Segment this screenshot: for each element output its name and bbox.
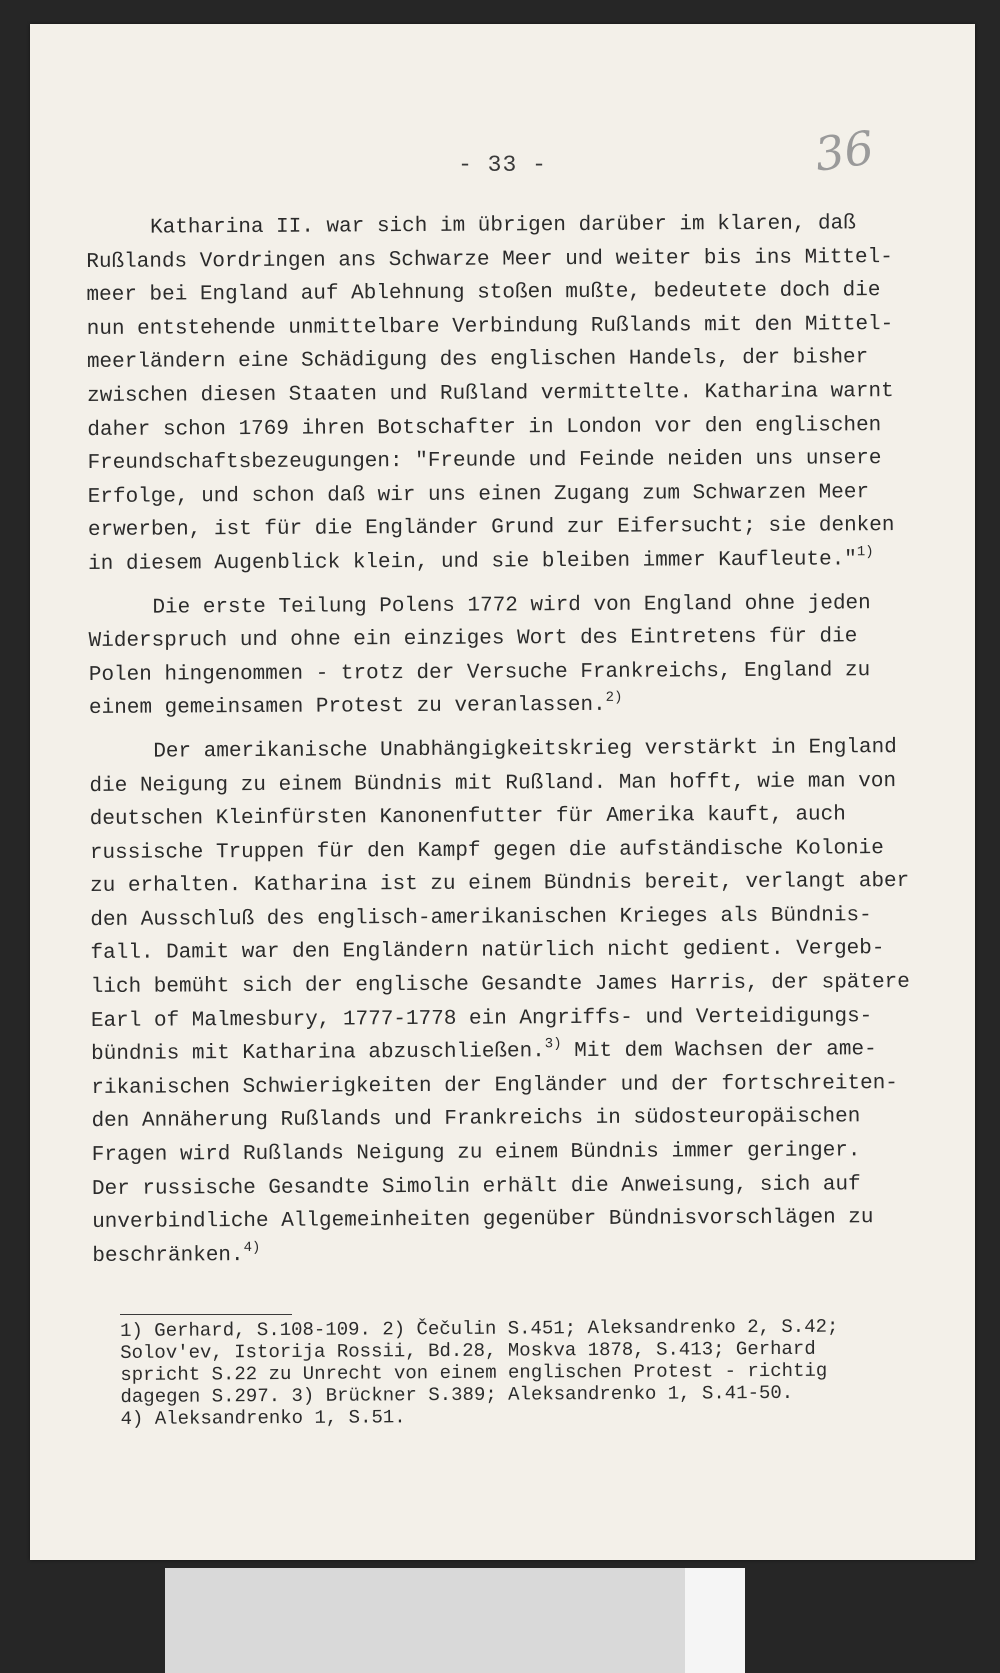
- text-segment: einem gemeinsamen Protest zu veranlassen.: [88, 694, 606, 721]
- text-line: [89, 687, 959, 726]
- text-line: Polen hingenommen - trotz der Versuche Frankreichs, England zu: [88, 658, 871, 687]
- document-page: [30, 24, 975, 1560]
- text-line: [91, 1033, 961, 1072]
- text-line: meerländern eine Schädigung des englischen Handels, der bisher: [86, 346, 869, 375]
- text-line: meer bei England auf Ablehnung stoßen mußte, bedeutete doch die: [86, 279, 881, 308]
- paragraph-2: [88, 586, 959, 726]
- text-line: Earl of Malmesbury, 1777-1778 ein Angriffs- und Verteidigungs-: [90, 1004, 873, 1033]
- footnote-line: spricht S.22 zu Unrecht von einem englischen Protest - richtig: [120, 1359, 828, 1386]
- footnote-marker: 3): [544, 1036, 562, 1053]
- text-segment: beschränken.: [92, 1243, 244, 1268]
- page-number: - 33 -: [458, 152, 547, 178]
- text-line: Der amerikanische Unabhängigkeitskrieg verstärkt in England: [153, 735, 897, 764]
- text-line: zwischen diesen Staaten und Rußland vermittelte. Katharina warnt: [87, 380, 894, 408]
- footnote-line: 1) Gerhard, S.108-109. 2) Čečulin S.451; Aleksandrenko 2, S.42;: [120, 1315, 839, 1342]
- footnote-line: Solov'ev, Istorija Rossii, Bd.28, Moskva 1878, S.413; Gerhard: [120, 1337, 816, 1364]
- text-line: die Neigung zu einem Bündnis mit Rußland. Man hofft, wie man von: [89, 769, 897, 798]
- text-line: rikanischen Schwierigkeiten der Engländer und der fortschreiten-: [91, 1071, 898, 1100]
- text-line: Die erste Teilung Polens 1772 wird von England ohne jeden: [152, 591, 871, 620]
- text-segment: in diesem Augenblick klein, und sie bleiben immer Kaufleute.": [88, 548, 857, 576]
- footnote-marker: 2): [605, 690, 623, 707]
- text-line: Fragen wird Rußlands Neigung zu einem Bündnis immer geringer.: [91, 1139, 861, 1168]
- text-line: zu erhalten. Katharina ist zu einem Bündnis bereit, verlangt aber: [90, 870, 910, 899]
- text-line: erwerben, ist für die Engländer Grund zur Eifersucht; sie denken: [87, 514, 895, 543]
- text-line: daher schon 1769 ihren Botschafter in London vor den englischen: [87, 413, 882, 442]
- footnote-marker: 1): [856, 544, 874, 561]
- text-line: Katharina II. war sich im übrigen darüber im klaren, daß: [150, 212, 856, 240]
- handwritten-archive-number: 36: [811, 120, 878, 182]
- text-segment: bündnis mit Katharina abzuschließen.: [91, 1040, 545, 1067]
- text-line: lich bemüht sich der englische Gesandte James Harris, der spätere: [90, 971, 910, 1000]
- text-line: russische Truppen für den Kampf gegen die aufständische Kolonie: [89, 836, 884, 865]
- text-line: [88, 543, 958, 582]
- text-line: deutschen Kleinfürsten Kanonenfutter für Amerika kauft, auch: [89, 803, 846, 832]
- footnotes: [120, 1315, 971, 1430]
- text-line: Widerspruch und ohne ein einziges Wort des Eintretens für die: [88, 625, 858, 654]
- body-text: [86, 207, 963, 1284]
- text-line: Rußlands Vordringen ans Schwarze Meer und weiter bis ins Mittel-: [86, 245, 893, 274]
- footnote-divider: [120, 1314, 292, 1315]
- footnote-marker: 4): [243, 1239, 261, 1256]
- text-line: den Annäherung Rußlands und Frankreichs in südosteuropäischen: [91, 1105, 861, 1134]
- paragraph-1: [86, 207, 958, 582]
- text-line: fall. Damit war den Engländern natürlich nicht gedient. Vergeb-: [90, 937, 885, 966]
- paragraph-3: [89, 731, 962, 1274]
- footnote-line: 4) Aleksandrenko 1, S.51.: [120, 1406, 406, 1430]
- text-line: Der russische Gesandte Simolin erhält die Anweisung, sich auf: [91, 1172, 861, 1201]
- text-segment: Mit dem Wachsen der ame-: [561, 1038, 877, 1064]
- text-line: Freundschaftsbezeugungen: "Freunde und Feinde neiden uns unsere: [87, 447, 882, 476]
- scanner-strip-edge: [685, 1568, 745, 1673]
- text-line: unverbindliche Allgemeinheiten gegenüber Bündnisvorschlägen zu: [92, 1206, 874, 1235]
- text-line: Erfolge, und schon daß wir uns einen Zugang zum Schwarzen Meer: [87, 480, 870, 509]
- text-line: nun entstehende unmittelbare Verbindung Rußlands mit den Mittel-: [86, 312, 894, 341]
- scanner-strip: [165, 1568, 685, 1673]
- text-line: den Ausschluß des englisch-amerikanischen Krieges als Bündnis-: [90, 904, 872, 932]
- footnote-line: dagegen S.297. 3) Brückner S.389; Aleksandrenko 1, S.41-50.: [120, 1381, 794, 1408]
- text-line: [92, 1234, 962, 1273]
